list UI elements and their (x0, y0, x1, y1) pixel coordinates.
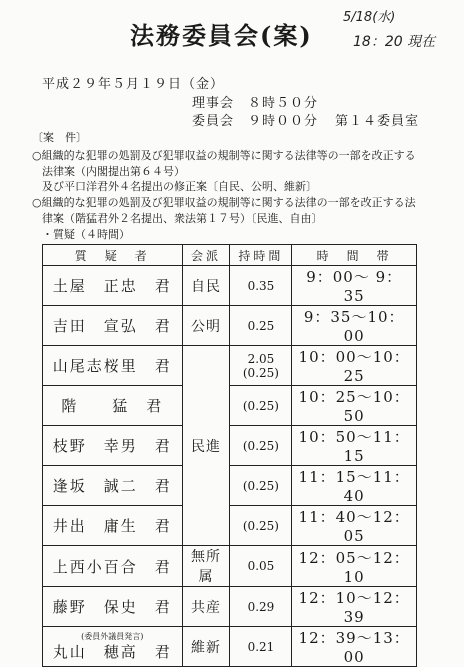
table-row (43, 466, 417, 506)
agenda-item: ・質疑（４時間） (42, 228, 130, 241)
table-row (43, 426, 417, 466)
questioner-name: 丸山 穂高 君 (52, 642, 172, 661)
time-cell: 11：15～11：40 (292, 466, 417, 506)
questioner-name: 枝野 幸男 君 (43, 426, 183, 466)
faction-cell: 共産 (182, 587, 230, 627)
table-row (43, 346, 417, 386)
agenda-item: ○組織的な犯罪の処罰及び犯罪収益の規制等に関する法律の一部を改正する法 (32, 196, 416, 209)
questioner-table (42, 244, 417, 667)
table-header-row (43, 245, 417, 266)
table-row (43, 386, 417, 426)
questioner-name: 逢坂 誠二 君 (43, 466, 183, 506)
board-time: 理事会 ８時５０分 (192, 96, 319, 111)
handwritten-time: 18：20 現在 (353, 34, 436, 50)
questioner-name: 土屋 正忠 君 (43, 266, 183, 306)
table-row (43, 627, 417, 667)
questioner-name: 上西小百合 君 (43, 546, 183, 587)
header-hours: 持時間 (230, 245, 292, 266)
table-row (43, 266, 417, 306)
agenda-heading: 〔案 件〕 (32, 131, 87, 144)
hours-cell: (0.25) (230, 466, 292, 506)
hours-cell: (0.25) (230, 506, 292, 546)
questioner-name: 山尾志桜里 君 (43, 346, 183, 386)
faction-cell: 自民 (182, 266, 230, 306)
handwritten-date: 5/18(水) (343, 10, 396, 25)
agenda-item: 法律案（内閣提出第６４号） (42, 165, 185, 178)
hours-cell: 0.35 (230, 266, 292, 306)
table-row (43, 546, 417, 587)
hours-cell: 0.29 (230, 587, 292, 627)
hours-cell: (0.25) (230, 426, 292, 466)
non-member-note: (委員外議員発言) (81, 631, 144, 641)
time-cell: 9：00～ 9：35 (292, 266, 417, 306)
hours-own: (0.25) (242, 365, 279, 380)
header-questioner: 質 疑 者 (43, 245, 183, 266)
hours-cell: (0.25) (230, 386, 292, 426)
questioner-name: 藤野 保史 君 (43, 587, 183, 627)
time-cell: 11：40～12：05 (292, 506, 417, 546)
hours-total: 2.05 (247, 351, 275, 366)
faction-cell: 無所属 (182, 546, 230, 587)
table-row (43, 306, 417, 346)
agenda-item: 律案（階猛君外２名提出、衆法第１７号）〔民進、自由〕 (42, 212, 323, 225)
faction-cell: 公明 (182, 306, 230, 346)
time-cell: 12：39～13：00 (292, 627, 417, 667)
time-cell: 10：25～10：50 (292, 386, 417, 426)
hours-cell: 0.21 (230, 627, 292, 667)
time-cell: 10：00～10：25 (292, 346, 417, 386)
meeting-date: 平成２９年５月１９日（金） (42, 77, 225, 92)
hours-cell (230, 346, 292, 386)
header-time-slot: 時 間 帯 (292, 245, 417, 266)
questioner-name: 井出 庸生 君 (43, 506, 183, 546)
agenda-item: 及び平口洋君外４名提出の修正案〔自民、公明、維新〕 (42, 180, 317, 193)
time-cell: 9：35～10：00 (292, 306, 417, 346)
faction-cell: 民進 (182, 346, 230, 546)
table-row (43, 587, 417, 627)
agenda-item: ○組織的な犯罪の処罰及び犯罪収益の規制等に関する法律等の一部を改正する (32, 149, 416, 162)
header-faction: 会派 (182, 245, 230, 266)
faction-cell: 維新 (182, 627, 230, 667)
questioner-name: 吉田 宣弘 君 (43, 306, 183, 346)
hours-cell: 0.05 (230, 546, 292, 587)
time-cell: 12：10～12：39 (292, 587, 417, 627)
time-cell: 12：05～12：10 (292, 546, 417, 587)
page-title: 法務委員会(案) (130, 21, 313, 50)
time-cell: 10：50～11：15 (292, 426, 417, 466)
meeting-room: 第１４委員室 (335, 114, 420, 129)
committee-time: 委員会 ９時００分 (192, 114, 319, 129)
questioner-name-cell (43, 627, 183, 667)
table-row (43, 506, 417, 546)
questioner-name: 階 猛 君 (43, 386, 183, 426)
hours-cell: 0.25 (230, 306, 292, 346)
